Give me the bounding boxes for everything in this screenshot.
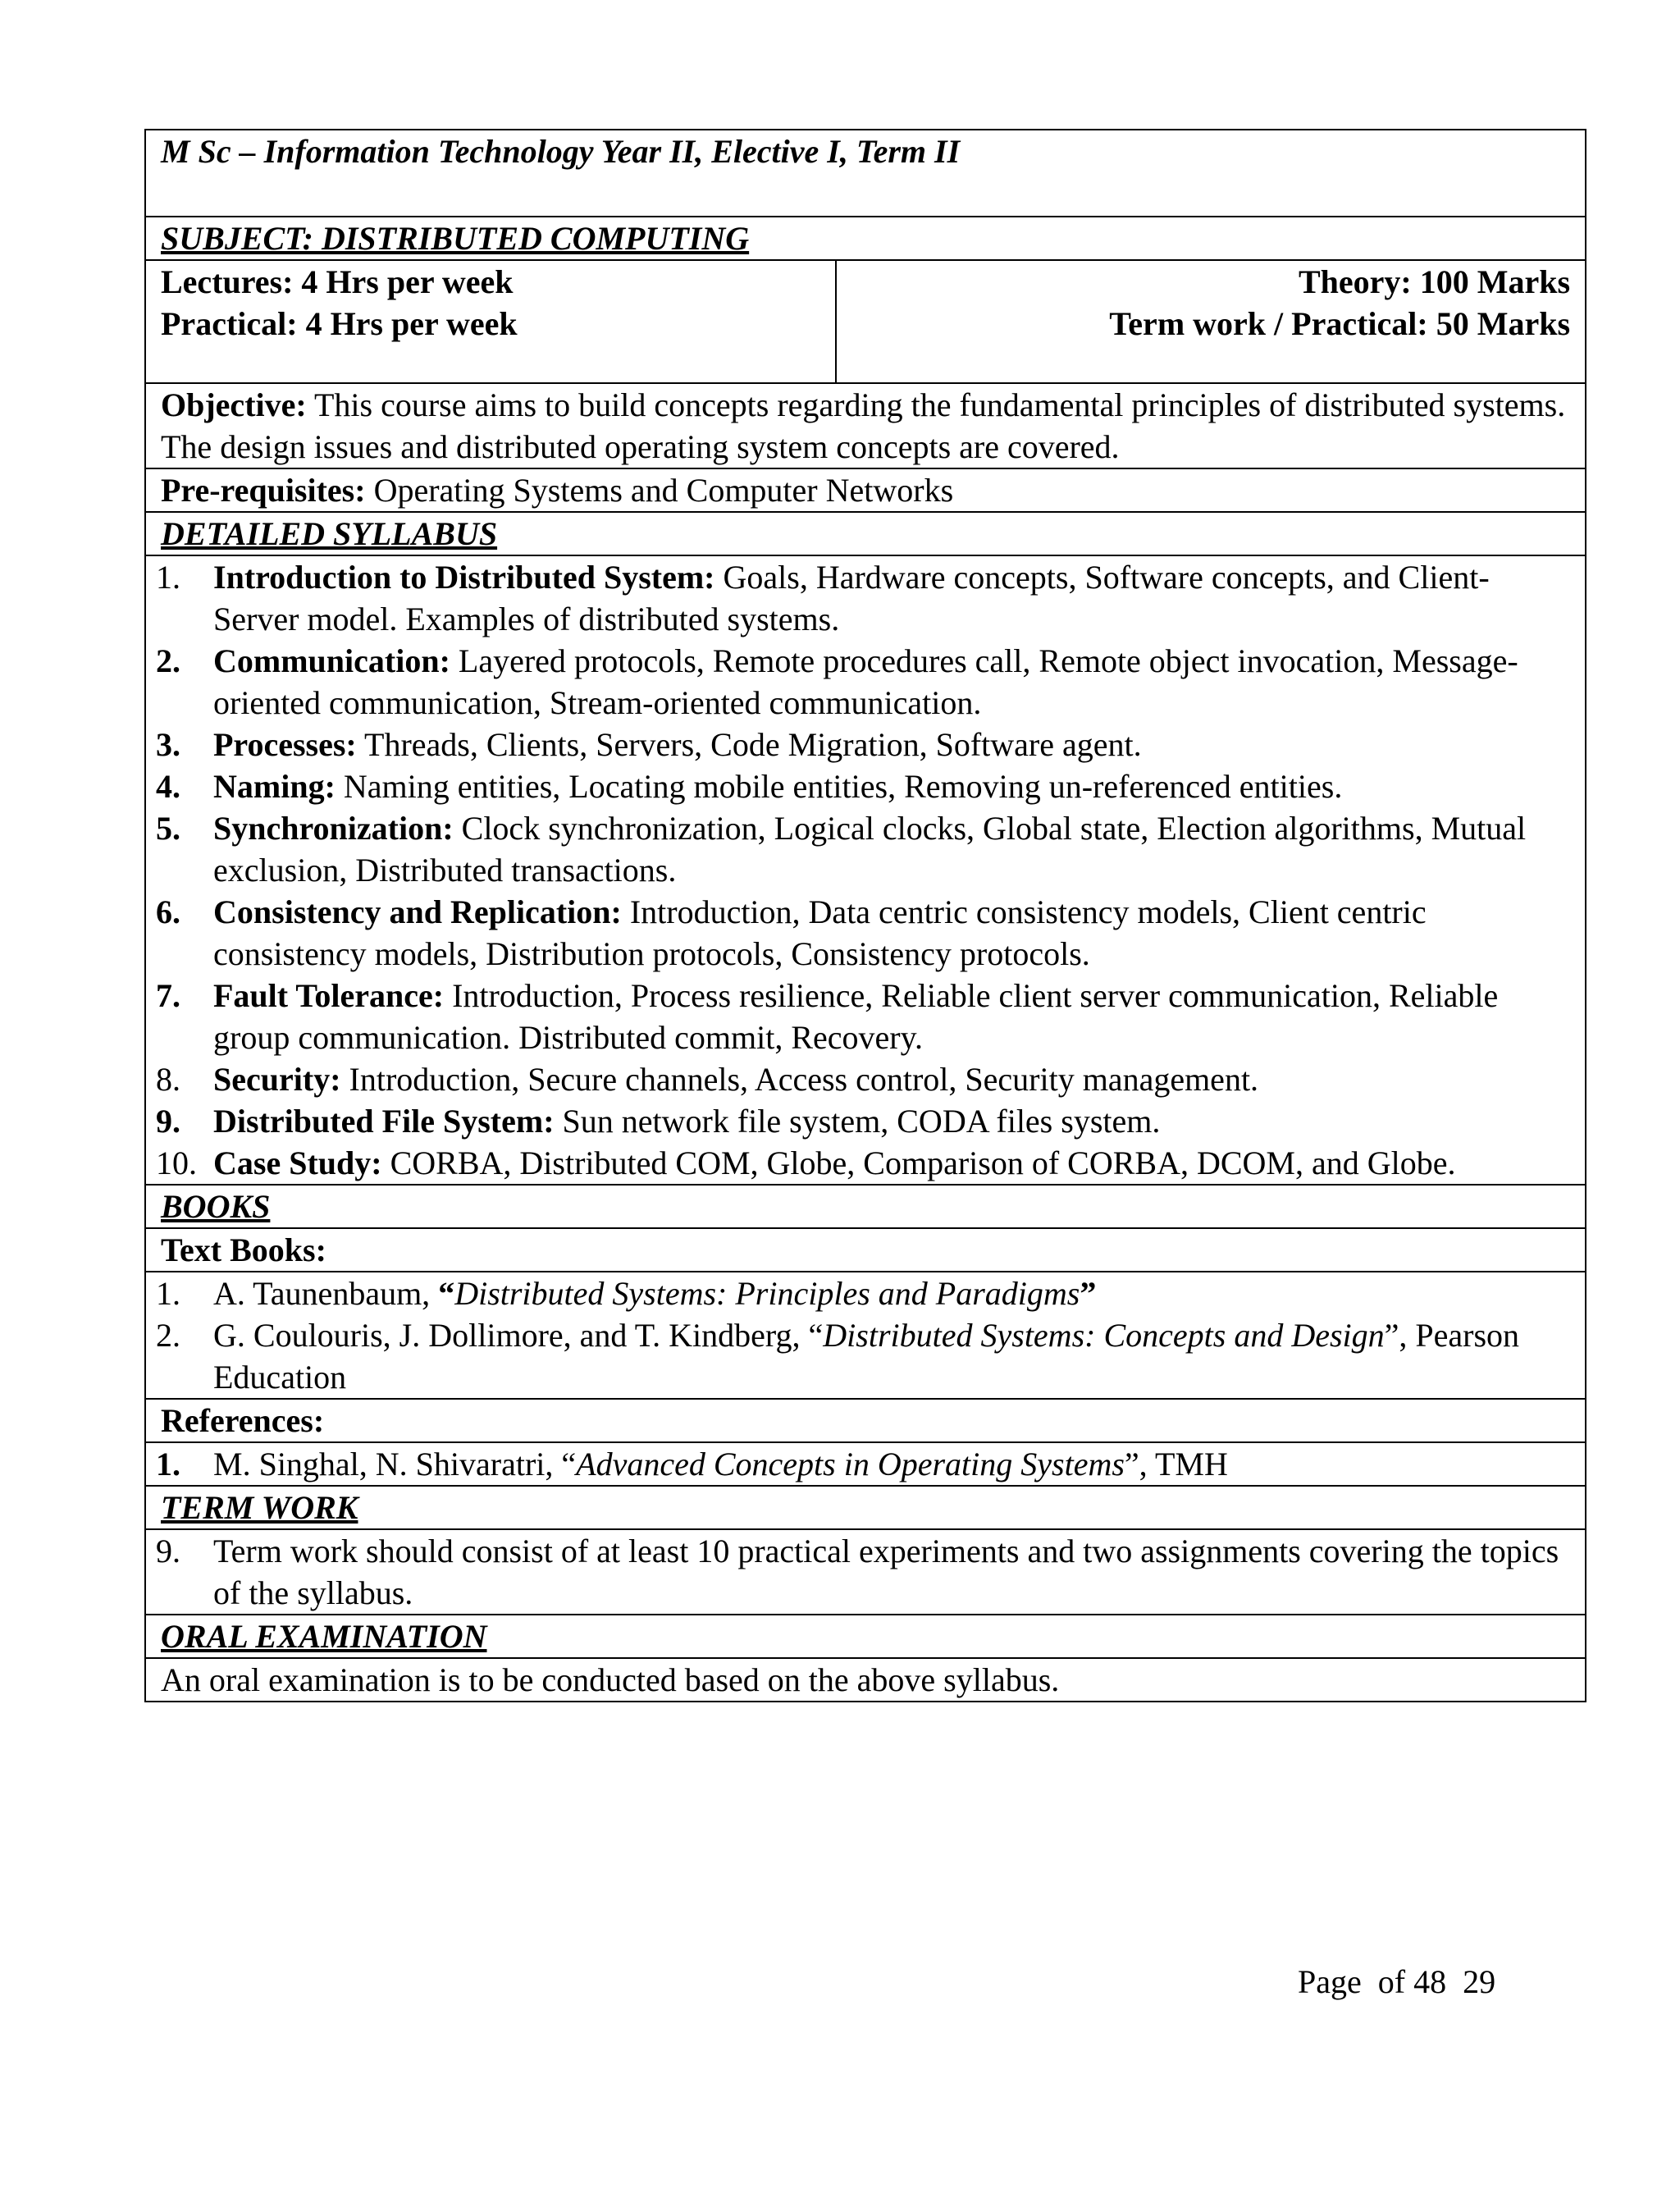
item-number: 2.: [156, 642, 180, 679]
topic-title: Processes:: [213, 726, 357, 763]
prereq-text: Operating Systems and Computer Networks: [365, 472, 954, 509]
syllabus-item: [156, 975, 1570, 1058]
topic-description: Goals, Hardware concepts, Software concepts, and Client-Server model. Examples of distributed systems.: [213, 559, 1490, 637]
objective-row: [145, 383, 1586, 468]
books-heading-row: [145, 1185, 1586, 1228]
program-row: [145, 130, 1586, 217]
theory-marks: Theory: 100 Marks: [1298, 263, 1571, 300]
list-item: [156, 1530, 1570, 1614]
termwork-marks: Term work / Practical: 50 Marks: [1109, 305, 1571, 342]
topic-title: Consistency and Replication:: [213, 893, 622, 930]
syllabus-items-row: [145, 555, 1586, 1185]
book-author: M. Singhal, N. Shivaratri, “: [213, 1446, 577, 1482]
topic-title: Distributed File System:: [213, 1103, 555, 1140]
topic-title: Synchronization:: [213, 810, 454, 847]
item-number: 7.: [156, 977, 180, 1014]
prereq-label: Pre-requisites:: [161, 472, 366, 509]
item-number: 4.: [156, 768, 180, 805]
item-number: 2.: [156, 1317, 180, 1354]
prereq-cell: [145, 468, 1586, 512]
topic-description: Introduction, Process resilience, Reliable client server communication, Reliable group communication. Distributed commit, Recovery.: [213, 977, 1499, 1056]
syllabus-item: [156, 1058, 1570, 1100]
syllabus-heading-row: [145, 512, 1586, 555]
oral-heading: ORAL EXAMINATION: [145, 1615, 1586, 1658]
hours-row: [145, 260, 1586, 383]
books-heading: BOOKS: [145, 1185, 1586, 1228]
references-list: [156, 1443, 1570, 1485]
topic-description: Sun network file system, CODA files system.: [554, 1103, 1161, 1140]
item-number: 1.: [156, 1446, 180, 1482]
item-number: 9.: [156, 1103, 180, 1140]
topic-description: CORBA, Distributed COM, Globe, Comparison of CORBA, DCOM, and Globe.: [381, 1144, 1456, 1181]
item-number: 3.: [156, 726, 180, 763]
topic-description: Naming entities, Locating mobile entities, Removing un-referenced entities.: [335, 768, 1343, 805]
references-label: References:: [145, 1399, 1586, 1442]
syllabus-item: [156, 556, 1570, 640]
topic-description: Introduction, Data centric consistency models, Client centric consistency models, Distribution protocols, Consistency protocols.: [213, 893, 1427, 972]
syllabus-item: [156, 640, 1570, 724]
item-number: 5.: [156, 810, 180, 847]
book-title: Distributed Systems: Concepts and Design: [823, 1317, 1385, 1354]
item-number: 10.: [156, 1144, 197, 1181]
quote-open: “: [438, 1275, 455, 1312]
syllabus-item: [156, 807, 1570, 891]
practical-hours: Practical: 4 Hrs per week: [161, 305, 518, 342]
prereq-row: [145, 468, 1586, 512]
syllabus-item: [156, 765, 1570, 807]
textbooks-label-row: [145, 1228, 1586, 1272]
syllabus-list: [156, 556, 1570, 1184]
references-row: [145, 1442, 1586, 1486]
book-title: Distributed Systems: Principles and Paradigms: [454, 1275, 1080, 1312]
references-cell: [145, 1442, 1586, 1486]
item-number: 6.: [156, 893, 180, 930]
lectures-hours: Lectures: 4 Hrs per week: [161, 263, 514, 300]
termwork-heading-row: [145, 1486, 1586, 1529]
syllabus-item: [156, 1100, 1570, 1142]
topic-title: Fault Tolerance:: [213, 977, 445, 1014]
subject-title: SUBJECT: DISTRIBUTED COMPUTING: [145, 217, 1586, 260]
oral-text: An oral examination is to be conducted based on the above syllabus.: [145, 1658, 1586, 1702]
list-item: [156, 1314, 1570, 1398]
termwork-row: [145, 1529, 1586, 1615]
book-author: A. Taunenbaum,: [213, 1275, 439, 1312]
list-item: [156, 1443, 1570, 1485]
syllabus-items-cell: [145, 555, 1586, 1185]
syllabus-table: [144, 129, 1586, 1702]
topic-description: Layered protocols, Remote procedures call, Remote object invocation, Message-oriented communication, Stream-oriented communication.: [213, 642, 1518, 721]
quote-close: ”: [1080, 1275, 1097, 1312]
item-number: 1.: [156, 559, 180, 596]
book-publisher: ”, Pearson Education: [213, 1317, 1520, 1396]
item-number: 1.: [156, 1275, 180, 1312]
book-author: G. Coulouris, J. Dollimore, and T. Kindberg, “: [213, 1317, 824, 1354]
topic-title: Introduction to Distributed System:: [213, 559, 715, 596]
book-title: Advanced Concepts in Operating Systems: [576, 1446, 1125, 1482]
syllabus-item: [156, 724, 1570, 765]
oral-row: [145, 1658, 1586, 1702]
topic-description: Introduction, Secure channels, Access control, Security management.: [340, 1061, 1259, 1098]
topic-description: Clock synchronization, Logical clocks, Global state, Election algorithms, Mutual exclusion, Distributed transactions.: [213, 810, 1527, 889]
termwork-list: [156, 1530, 1570, 1614]
references-label-row: [145, 1399, 1586, 1442]
textbooks-cell: [145, 1272, 1586, 1399]
objective-text: This course aims to build concepts regarding the fundamental principles of distributed systems. The design issues and distributed operating system concepts are covered.: [161, 386, 1566, 465]
topic-title: Security:: [213, 1061, 341, 1098]
objective-label: Objective:: [161, 386, 307, 423]
topic-title: Naming:: [213, 768, 336, 805]
syllabus-heading: DETAILED SYLLABUS: [145, 512, 1586, 555]
objective-cell: [145, 383, 1586, 468]
list-item: [156, 1272, 1570, 1314]
termwork-heading: TERM WORK: [145, 1486, 1586, 1529]
topic-title: Communication:: [213, 642, 450, 679]
topic-description: Threads, Clients, Servers, Code Migration, Software agent.: [356, 726, 1142, 763]
program-title: M Sc – Information Technology Year II, Elective I, Term II: [145, 130, 1586, 217]
item-number: 9.: [156, 1533, 180, 1569]
textbooks-row: [145, 1272, 1586, 1399]
syllabus-item: [156, 1142, 1570, 1184]
subject-row: [145, 217, 1586, 260]
book-publisher: ”, TMH: [1124, 1446, 1228, 1482]
termwork-cell: [145, 1529, 1586, 1615]
page-number: Page of 48 29: [1298, 1963, 1496, 2000]
oral-heading-row: [145, 1615, 1586, 1658]
item-number: 8.: [156, 1061, 180, 1098]
termwork-text: Term work should consist of at least 10 practical experiments and two assignments covering the topics of the syllabus.: [213, 1533, 1559, 1611]
syllabus-item: [156, 891, 1570, 975]
textbooks-list: [156, 1272, 1570, 1398]
hours-cell: [145, 260, 836, 383]
topic-title: Case Study:: [213, 1144, 382, 1181]
marks-cell: [836, 260, 1586, 383]
textbooks-label: Text Books:: [145, 1228, 1586, 1272]
